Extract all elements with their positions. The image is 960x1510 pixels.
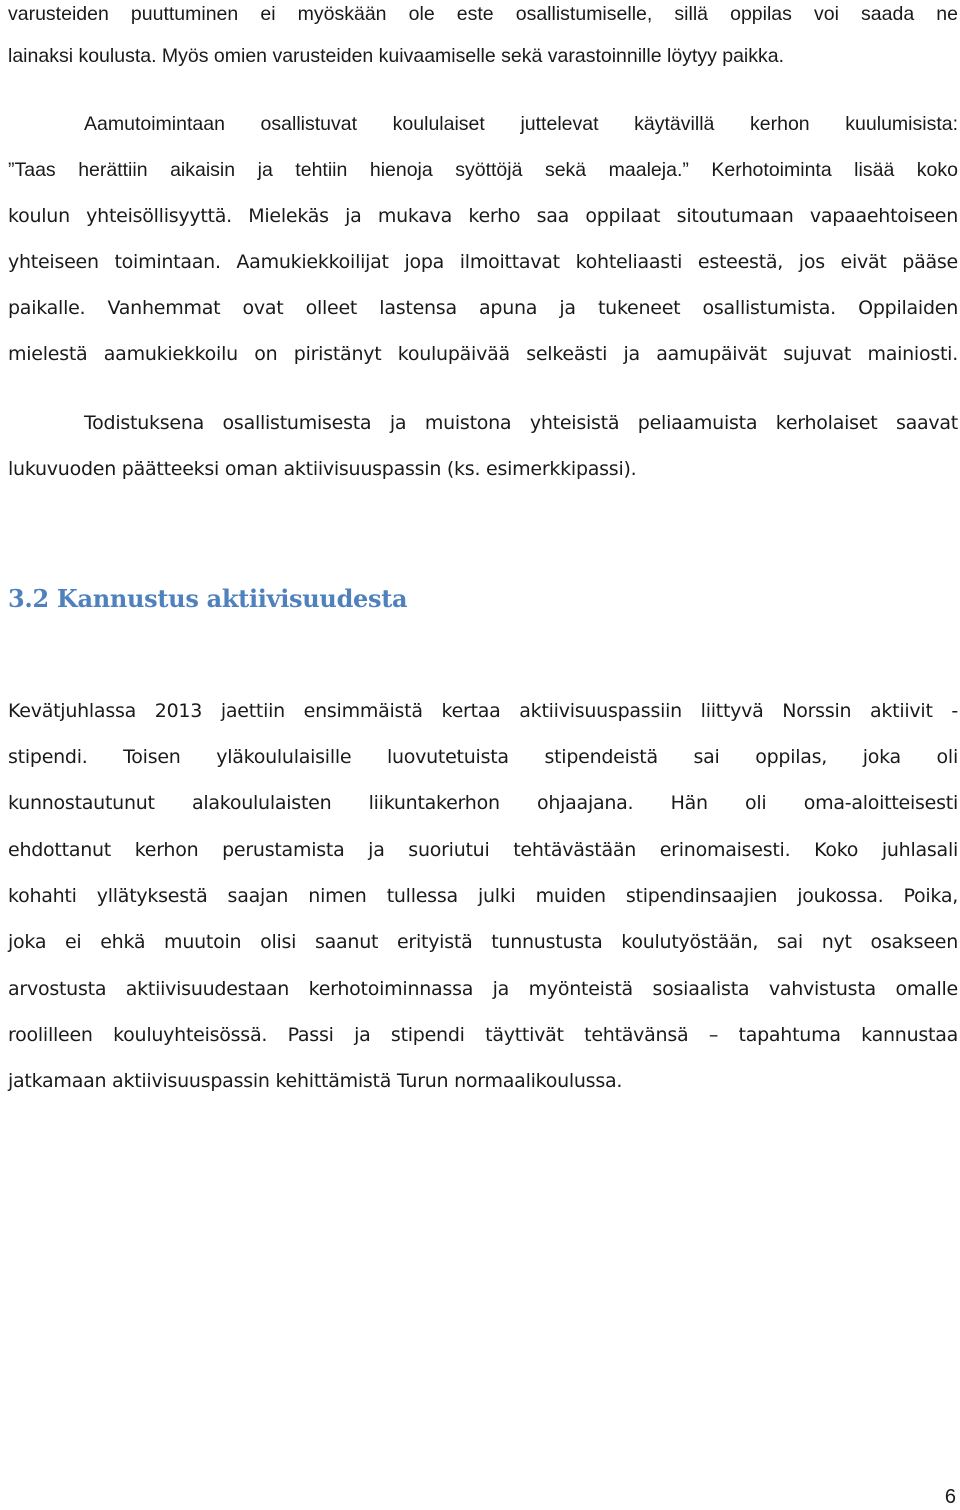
- paragraph-line: ehdottanut kerhon perustamista ja suoriutui tehtävästään erinomaisesti. Koko juhlasali: [8, 839, 958, 861]
- paragraph-line: arvostusta aktiivisuudestaan kerhotoiminnassa ja myönteistä sosiaalista vahvistusta omalle: [8, 978, 958, 1000]
- paragraph-line: Kevätjuhlassa 2013 jaettiin ensimmäistä kertaa aktiivisuuspassiin liittyvä Norssin aktiivit -: [8, 700, 958, 722]
- paragraph-line: lainaksi koulusta. Myös omien varusteiden kuivaamiselle sekä varastoinnille löytyy paikka.: [8, 45, 785, 67]
- section-title: Kannustus aktiivisuudesta: [56, 584, 408, 613]
- paragraph-line: ”Taas herättiin aikaisin ja tehtiin hienoja syöttöjä sekä maaleja.” Kerhotoiminta lisää koko: [8, 159, 958, 181]
- paragraph-line: joka ei ehkä muutoin olisi saanut erityistä tunnustusta koulutyöstään, sai nyt osakseen: [8, 931, 958, 953]
- paragraph-line: Todistuksena osallistumisesta ja muistona yhteisistä peliaamuista kerholaiset saavat: [84, 412, 958, 434]
- paragraph-line: kohahti yllätyksestä saajan nimen tullessa julki muiden stipendinsaajien joukossa. Poika,: [8, 885, 958, 907]
- paragraph-line: roolilleen kouluyhteisössä. Passi ja stipendi täyttivät tehtävänsä – tapahtuma kannustaa: [8, 1024, 958, 1046]
- paragraph-line: stipendi. Toisen yläkoululaisille luovutetuista stipendeistä sai oppilas, joka oli: [8, 746, 958, 768]
- paragraph-line: lukuvuoden päätteeksi oman aktiivisuuspassin (ks. esimerkkipassi).: [8, 458, 637, 480]
- paragraph-line: koulun yhteisöllisyyttä. Mielekäs ja mukava kerho saa oppilaat sitoutumaan vapaaehtoiseen: [8, 205, 958, 227]
- paragraph-line: mielestä aamukiekkoilu on piristänyt koulupäivää selkeästi ja aamupäivät sujuvat mainiosti.: [8, 343, 958, 365]
- paragraph-line: kunnostautunut alakoululaisten liikuntakerhon ohjaajana. Hän oli oma-aloitteisesti: [8, 792, 958, 814]
- section-heading: [8, 584, 407, 613]
- section-number: 3.2: [8, 584, 49, 613]
- paragraph-line: yhteiseen toimintaan. Aamukiekkoilijat jopa ilmoittavat kohteliaasti esteestä, jos eivät pääse: [8, 251, 958, 273]
- paragraph-line: Aamutoimintaan osallistuvat koululaiset juttelevat käytävillä kerhon kuulumisista:: [84, 113, 958, 135]
- paragraph-line: varusteiden puuttuminen ei myöskään ole este osallistumiselle, sillä oppilas voi saada ne: [8, 3, 958, 25]
- paragraph-line: jatkamaan aktiivisuuspassin kehittämistä Turun normaalikoulussa.: [8, 1070, 623, 1092]
- paragraph-line: paikalle. Vanhemmat ovat olleet lastensa apuna ja tukeneet osallistumista. Oppilaiden: [8, 297, 958, 319]
- page-number: 6: [944, 1486, 956, 1508]
